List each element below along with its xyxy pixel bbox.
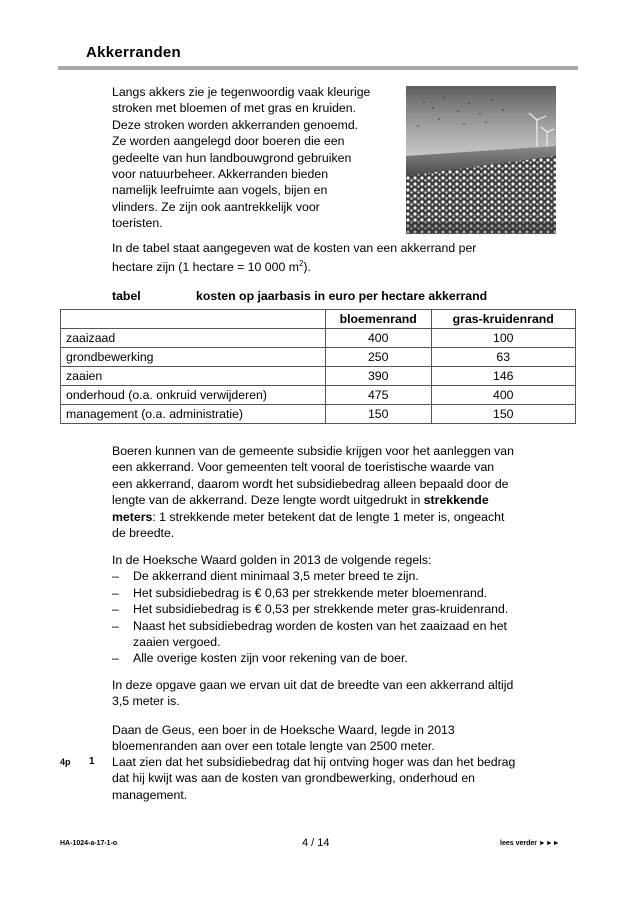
row-label: onderhoud (o.a. onkruid verwijderen): [61, 386, 326, 405]
dash-bullet: –: [112, 602, 119, 617]
daan-paragraph: [112, 722, 455, 755]
list-item: [112, 568, 508, 584]
title-rule: [58, 66, 578, 70]
question-number: 1: [89, 756, 95, 767]
intro-line: gedeelte van hun landbouwgrond gebruiken: [112, 150, 352, 165]
assumption-line: In deze opgave gaan we ervan uit dat de breedte van een akkerrand altijd: [112, 678, 514, 692]
text-run: lengte van de akkerrand. Deze lengte wordt uitgedrukt in: [112, 493, 424, 508]
question-line: dat hij kwijt was aan de kosten van grondbewerking, onderhoud en: [112, 771, 475, 786]
intro-line: stroken met bloemen of met gras en kruiden.: [112, 101, 357, 116]
intro-line: Langs akkers zie je tegenwoordig vaak kleurige: [112, 85, 371, 99]
superscript: 2: [298, 259, 304, 269]
dash-bullet: –: [112, 618, 119, 633]
bloemenrand-value: 400: [325, 329, 431, 348]
gras-kruidenrand-value: 150: [431, 405, 576, 424]
rules-intro: In de Hoeksche Waard golden in 2013 de volgende regels:: [112, 553, 432, 567]
question-line: Laat zien dat het subsidiebedrag dat hij ontving hoger was dan het bedrag: [112, 755, 516, 769]
dash-bullet: –: [112, 585, 119, 600]
bloemenrand-value: 150: [325, 405, 431, 424]
subsidy-line: [112, 509, 514, 525]
bloemenrand-value: 390: [325, 367, 431, 386]
list-item: [112, 650, 508, 666]
table-header-row: [61, 310, 576, 329]
list-item: [112, 585, 508, 601]
assumption-paragraph: [112, 677, 513, 710]
bloemenrand-value: 475: [325, 386, 431, 405]
row-label: zaaien: [61, 367, 326, 386]
table-row: [61, 329, 576, 348]
list-item: [112, 601, 508, 617]
gras-kruidenrand-value: 146: [431, 367, 576, 386]
rules-list: [112, 568, 508, 666]
bloemenrand-value: 250: [325, 348, 431, 367]
intro-line: voor natuurbeheer. Akkerranden bieden: [112, 167, 329, 182]
next-page-link[interactable]: lees verder ►►►: [500, 840, 560, 847]
dash-bullet: –: [112, 651, 119, 666]
subsidy-line: de breedte.: [112, 526, 175, 541]
question-text: [112, 754, 515, 803]
table-intro-line: [112, 256, 476, 276]
table-header-cell: [61, 310, 326, 329]
rule-text: Het subsidiebedrag is € 0,63 per strekkende meter bloemenrand.: [133, 585, 488, 600]
dash-bullet: –: [112, 569, 119, 584]
rule-text: De akkerrand dient minimaal 3,5 meter breed te zijn.: [133, 569, 419, 584]
question-points: 4p: [60, 757, 71, 767]
question-line: management.: [112, 787, 188, 802]
field-border-photo: [406, 86, 556, 234]
rule-text: Het subsidiebedrag is € 0,53 per strekkende meter gras-kruidenrand.: [133, 602, 509, 617]
intro-line: toeristen.: [112, 216, 163, 231]
subsidy-paragraph: [112, 443, 514, 541]
row-label: management (o.a. administratie): [61, 405, 326, 424]
rules-section: [112, 552, 508, 667]
gras-kruidenrand-value: 63: [431, 348, 576, 367]
table-row: [61, 386, 576, 405]
intro-line: namelijk leefruimte aan vogels, bijen en: [112, 183, 328, 198]
assumption-line: 3,5 meter is.: [112, 694, 180, 709]
daan-line: Daan de Geus, een boer in de Hoeksche Waard, legde in 2013: [112, 723, 455, 737]
intro-line: Ze worden aangelegd door boeren die een: [112, 134, 345, 149]
gras-kruidenrand-value: 100: [431, 329, 576, 348]
intro-line: Deze stroken worden akkerranden genoemd.: [112, 117, 359, 132]
list-item: [112, 618, 508, 651]
intro-line: vlinders. Ze zijn ook aantrekkelijk voor: [112, 199, 320, 214]
rule-text: zaaien vergoed.: [133, 635, 221, 650]
rule-text: Alle overige kosten zijn voor rekening van de boer.: [133, 651, 408, 666]
text-run: hectare zijn (1 hectare = 10 000 m: [112, 260, 299, 275]
table-label: tabel: [112, 289, 141, 303]
row-label: zaaizaad: [61, 329, 326, 348]
table-header-cell: bloemenrand: [325, 310, 431, 329]
subsidy-line: Boeren kunnen van de gemeente subsidie krijgen voor het aanleggen van: [112, 444, 514, 458]
table-intro-paragraph: [112, 240, 476, 276]
subsidy-line: een akkerrand. Voor gemeenten telt vooral de toeristische waarde van: [112, 460, 495, 475]
exam-code: HA-1024-a-17-1-o: [60, 840, 118, 847]
table-row: [61, 367, 576, 386]
table-row: [61, 348, 576, 367]
table-intro-line: In de tabel staat aangegeven wat de kosten van een akkerrand per: [112, 241, 477, 255]
subsidy-line: [112, 492, 514, 508]
subsidy-line: een akkerrand, daarom wordt het subsidiebedrag alleen bepaald door de: [112, 476, 509, 491]
gras-kruidenrand-value: 400: [431, 386, 576, 405]
text-run: ).: [303, 260, 311, 275]
daan-line: bloemenranden aan over een totale lengte van 2500 meter.: [112, 739, 435, 754]
table-caption: [112, 289, 488, 303]
intro-paragraph: [112, 84, 402, 232]
cost-table: [60, 309, 576, 424]
sky: [406, 86, 556, 156]
bold-term: meters: [112, 509, 153, 524]
rule-text: Naast het subsidiebedrag worden de kosten van het zaaizaad en het: [133, 618, 507, 633]
bold-term: strekkende: [423, 493, 489, 508]
table-row: [61, 405, 576, 424]
table-title: kosten op jaarbasis in euro per hectare akkerrand: [196, 289, 488, 303]
text-run: : 1 strekkende meter betekent dat de lengte 1 meter is, ongeacht: [152, 509, 505, 524]
page-number: 4 / 14: [302, 837, 330, 849]
page-title: Akkerranden: [86, 44, 182, 61]
row-label: grondbewerking: [61, 348, 326, 367]
table-header-cell: gras-kruidenrand: [431, 310, 576, 329]
